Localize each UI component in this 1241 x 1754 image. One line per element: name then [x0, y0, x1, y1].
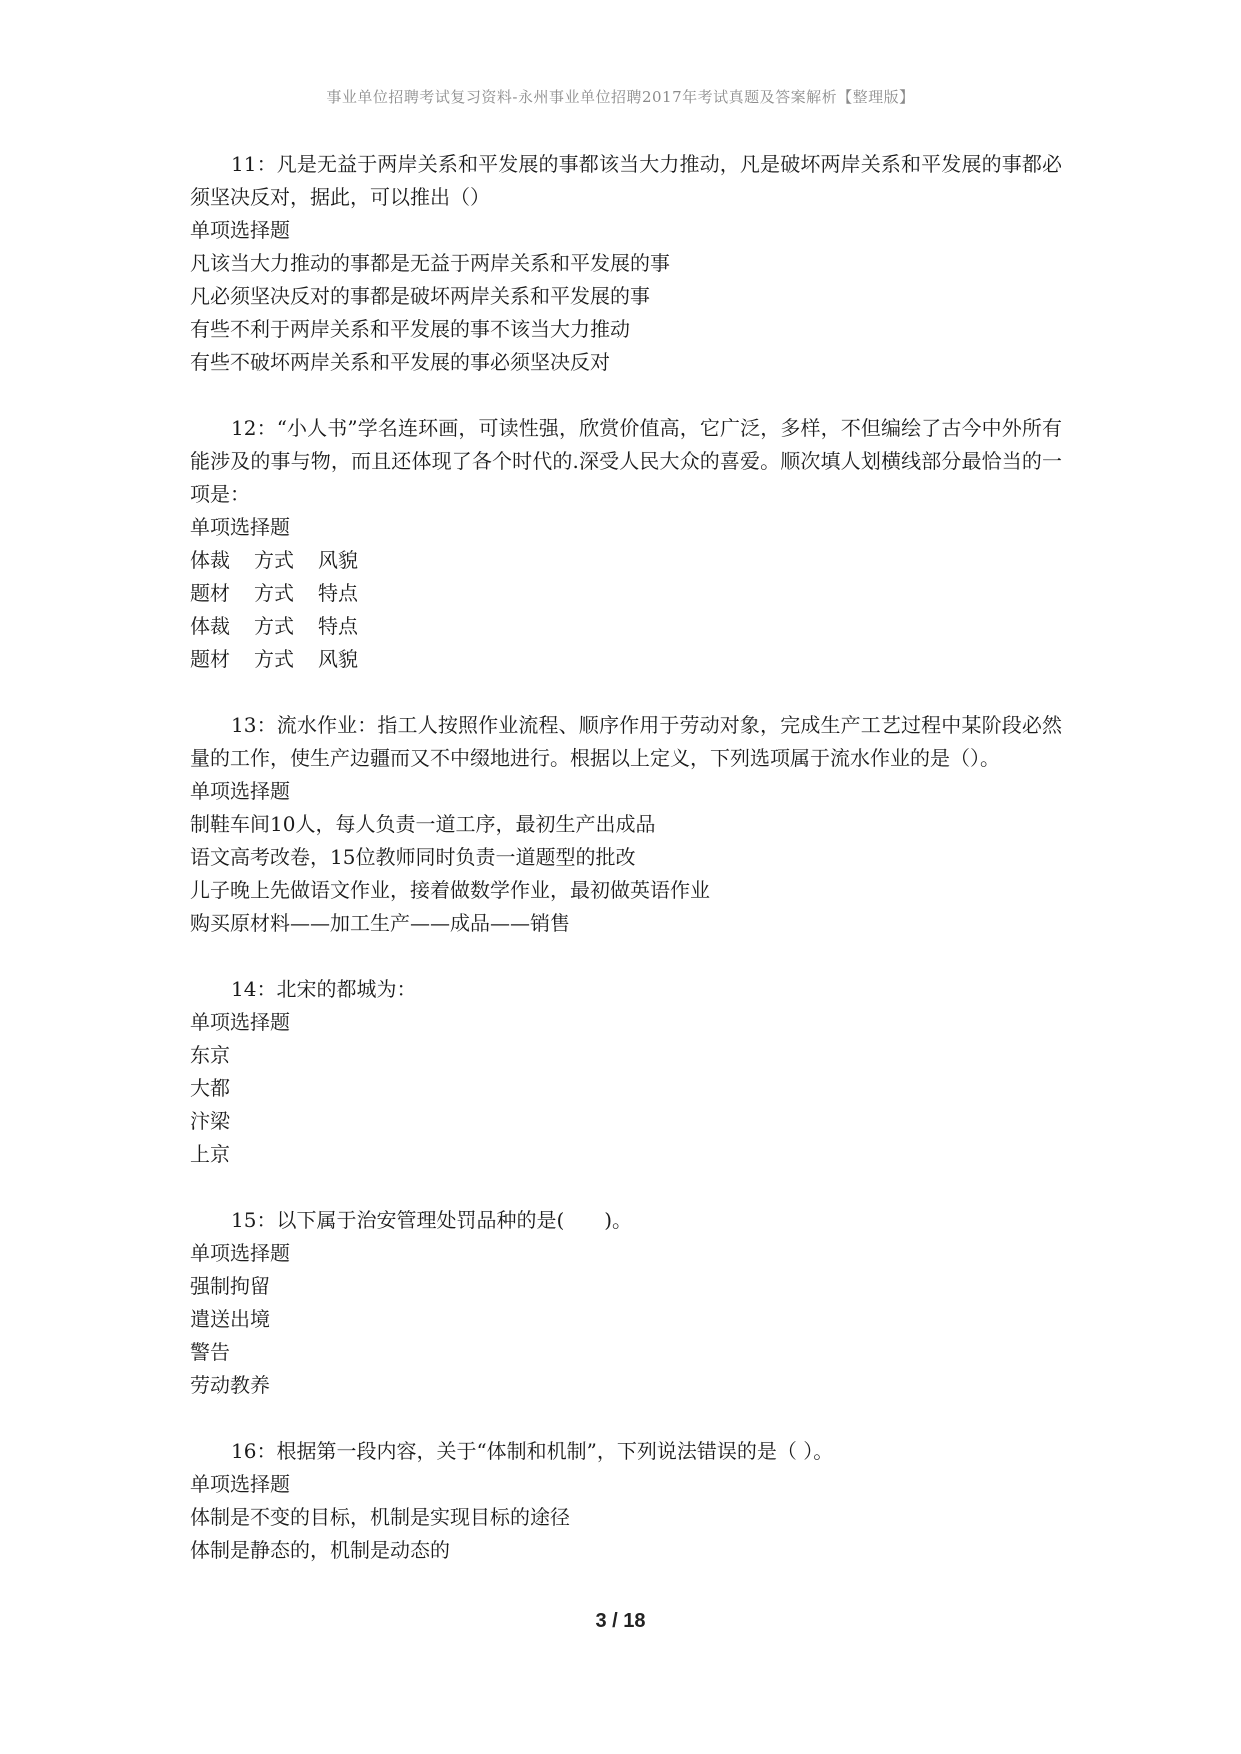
question-type: 单项选择题 [190, 1010, 290, 1034]
option-word: 风貌 [318, 548, 358, 572]
option-a: 制鞋车间10人，每人负责一道工序，最初生产出成品 [190, 812, 656, 836]
option-d: 购买原材料——加工生产——成品——销售 [190, 911, 570, 935]
page-number: 3 / 18 [595, 1610, 646, 1632]
option-d [190, 643, 1062, 676]
question-type: 单项选择题 [190, 1472, 290, 1496]
option-word: 体裁 [190, 548, 230, 572]
document-body [190, 148, 1062, 1600]
question-text: 11：凡是无益于两岸关系和平发展的事都该当大力推动，凡是破坏两岸关系和平发展的事都必须坚决反对，据此，可以推出（） [190, 152, 1062, 209]
option-word: 方式 [254, 548, 294, 572]
option-b: 遣送出境 [190, 1307, 270, 1331]
option-word: 体裁 [190, 614, 230, 638]
option-c [190, 610, 1062, 643]
option-b: 凡必须坚决反对的事都是破坏两岸关系和平发展的事 [190, 284, 650, 308]
option-word: 题材 [190, 647, 230, 671]
question-11 [190, 148, 1062, 379]
option-a [190, 544, 1062, 577]
option-word: 特点 [318, 614, 358, 638]
option-d: 劳动教养 [190, 1373, 270, 1397]
option-b: 体制是静态的，机制是动态的 [190, 1538, 450, 1562]
question-15 [190, 1204, 1062, 1402]
option-word: 方式 [254, 581, 294, 605]
question-12 [190, 412, 1062, 676]
option-word: 特点 [318, 581, 358, 605]
question-type: 单项选择题 [190, 1241, 290, 1265]
option-word: 方式 [254, 614, 294, 638]
question-14 [190, 973, 1062, 1171]
question-type: 单项选择题 [190, 779, 290, 803]
question-16 [190, 1435, 1062, 1567]
option-a: 东京 [190, 1043, 230, 1067]
question-text: 16：根据第一段内容，关于“体制和机制”，下列说法错误的是（ ）。 [231, 1439, 834, 1463]
option-d: 上京 [190, 1142, 230, 1166]
option-word: 风貌 [318, 647, 358, 671]
question-text: 13：流水作业：指工人按照作业流程、顺序作用于劳动对象，完成生产工艺过程中某阶段必然量的工作，使生产边疆而又不中缀地进行。根据以上定义，下列选项属于流水作业的是（）。 [190, 713, 1062, 770]
question-text: 15：以下属于治安管理处罚品种的是( )。 [231, 1208, 633, 1232]
option-a: 体制是不变的目标，机制是实现目标的途径 [190, 1505, 570, 1529]
option-c: 警告 [190, 1340, 230, 1364]
option-c: 有些不利于两岸关系和平发展的事不该当大力推动 [190, 317, 630, 341]
question-type: 单项选择题 [190, 515, 290, 539]
option-word: 题材 [190, 581, 230, 605]
option-word: 方式 [254, 647, 294, 671]
option-a: 强制拘留 [190, 1274, 270, 1298]
option-d: 有些不破坏两岸关系和平发展的事必须坚决反对 [190, 350, 610, 374]
option-b [190, 577, 1062, 610]
question-text: 12：“小人书”学名连环画，可读性强，欣赏价值高，它广泛，多样，不但编绘了古今中外所有能涉及的事与物，而且还体现了各个时代的.深受人民大众的喜爱。顺次填人划横线部分最恰当的一项是： [190, 416, 1062, 506]
option-b: 大都 [190, 1076, 230, 1100]
option-b: 语文高考改卷，15位教师同时负责一道题型的批改 [190, 845, 636, 869]
question-type: 单项选择题 [190, 218, 290, 242]
question-13 [190, 709, 1062, 940]
page-header: 事业单位招聘考试复习资料-永州事业单位招聘2017年考试真题及答案解析【整理版】 [326, 88, 915, 106]
option-c: 儿子晚上先做语文作业，接着做数学作业，最初做英语作业 [190, 878, 710, 902]
question-text: 14：北宋的都城为： [231, 977, 417, 1001]
option-c: 汴梁 [190, 1109, 230, 1133]
option-a: 凡该当大力推动的事都是无益于两岸关系和平发展的事 [190, 251, 670, 275]
